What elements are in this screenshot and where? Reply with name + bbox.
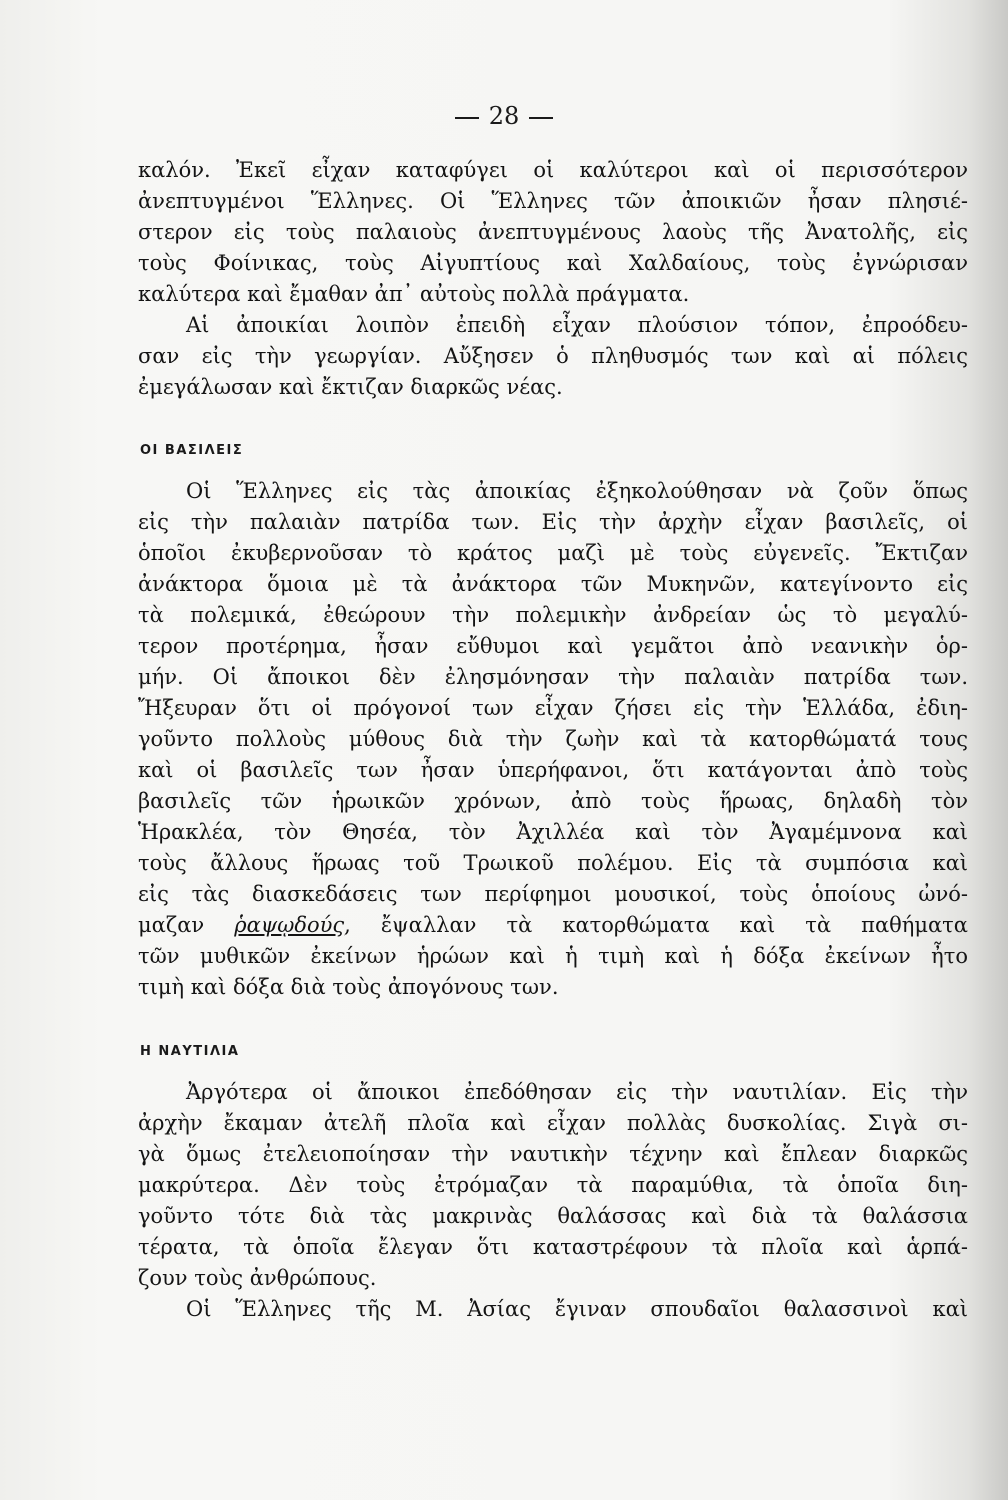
text-fragment: , ἔψαλλαν τὰ κατορθώματα καὶ τὰ παθήματα — [344, 913, 968, 937]
section-heading-navigation: Η ΝΑΥΤΙΛΙΑ — [140, 1044, 240, 1059]
text-line: τὰ πολεμικά, ἐθεώρουν τὴν πολεμικὴν ἀνδρείαν ὡς τὸ μεγαλύ- — [138, 603, 968, 627]
text-line: γὰ ὅμως ἐτελειοποίησαν τὴν ναυτικὴν τέχνην καὶ ἔπλεαν διαρκῶς — [138, 1142, 968, 1166]
text-line — [138, 910, 968, 941]
text-line: ἀνάκτορα ὅμοια μὲ τὰ ἀνάκτορα τῶν Μυκηνῶν, κατεγίνοντο εἰς — [138, 572, 968, 596]
text-fragment: μαζαν — [138, 913, 205, 937]
text-line: Αἱ ἀποικίαι λοιπὸν ἐπειδὴ εἶχαν πλούσιον τόπον, ἐπροόδευ- — [186, 313, 968, 337]
text-line: σαν εἰς τὴν γεωργίαν. Αὔξησεν ὁ πληθυσμός των καὶ αἱ πόλεις — [138, 344, 968, 368]
page-number-value: 28 — [488, 102, 520, 130]
text-line: Οἱ Ἕλληνες εἰς τὰς ἀποικίας ἐξηκολούθησαν νὰ ζοῦν ὅπως — [186, 479, 968, 503]
text-line: ἀρχὴν ἔκαμαν ἀτελῆ πλοῖα καὶ εἶχαν πολλὰς δυσκολίας. Σιγὰ σι- — [138, 1111, 968, 1135]
text-line: ἀνεπτυγμένοι Ἕλληνες. Οἱ Ἕλληνες τῶν ἀποικιῶν ἦσαν πλησιέ- — [138, 189, 968, 213]
text-line: βασιλεῖς τῶν ἡρωικῶν χρόνων, ἀπὸ τοὺς ἥρωας, δηλαδὴ τὸν — [138, 789, 968, 813]
text-line: τερον προτέρημα, ἦσαν εὔθυμοι καὶ γεμᾶτοι ἀπὸ νεανικὴν ὁρ- — [138, 634, 968, 658]
paragraph-block-2 — [138, 476, 968, 1003]
text-line: ἐμεγάλωσαν καὶ ἔκτιζαν διαρκῶς νέας. — [138, 375, 563, 399]
section-heading-kings: ΟΙ ΒΑΣΙΛΕΙΣ — [140, 443, 244, 458]
text-line: τοὺς ἄλλους ἥρωας τοῦ Τρωικοῦ πολέμου. Εἰς τὰ συμπόσια καὶ — [138, 851, 968, 875]
paragraph-block-3 — [138, 1077, 968, 1325]
text-line: τιμὴ καὶ δόξα διὰ τοὺς ἀπογόνους των. — [138, 975, 559, 999]
page-number — [0, 102, 1008, 130]
left-dash — [455, 117, 479, 119]
text-line: τῶν μυθικῶν ἐκείνων ἡρώων καὶ ἡ τιμὴ καὶ ἡ δόξα ἐκείνων ἦτο — [138, 944, 968, 968]
text-line: Οἱ Ἕλληνες τῆς Μ. Ἀσίας ἔγιναν σπουδαῖοι θαλασσινοὶ καὶ — [186, 1297, 968, 1321]
text-line: γοῦντο πολλοὺς μύθους διὰ τὴν ζωὴν καὶ τὰ κατορθώματά τους — [138, 727, 968, 751]
text-line: Ἀργότερα οἱ ἄποικοι ἐπεδόθησαν εἰς τὴν ναυτιλίαν. Εἰς τὴν — [186, 1080, 968, 1104]
text-line: εἰς τὴν παλαιὰν πατρίδα των. Εἰς τὴν ἀρχὴν εἶχαν βασιλεῖς, οἱ — [138, 510, 968, 534]
text-line: τοὺς Φοίνικας, τοὺς Αἰγυπτίους καὶ Χαλδαίους, τοὺς ἐγνώρισαν — [138, 251, 968, 275]
text-line: μήν. Οἱ ἄποικοι δὲν ἐλησμόνησαν τὴν παλαιὰν πατρίδα των. — [138, 665, 968, 689]
text-line: ὁποῖοι ἐκυβερνοῦσαν τὸ κράτος μαζὶ μὲ τοὺς εὐγενεῖς. Ἔκτιζαν — [138, 541, 968, 565]
text-line: εἰς τὰς διασκεδάσεις των περίφημοι μουσικοί, τοὺς ὁποίους ὠνό- — [138, 882, 968, 906]
text-line: στερον εἰς τοὺς παλαιοὺς ἀνεπτυγμένους λαοὺς τῆς Ἀνατολῆς, εἰς — [138, 220, 968, 244]
text-line: Ἡρακλέα, τὸν Θησέα, τὸν Ἀχιλλέα καὶ τὸν Ἀγαμέμνονα καὶ — [138, 820, 968, 844]
text-line: καλύτερα καὶ ἔμαθαν ἀπ᾿ αὐτοὺς πολλὰ πράγματα. — [138, 282, 690, 306]
text-line: τέρατα, τὰ ὁποῖα ἔλεγαν ὅτι καταστρέφουν τὰ πλοῖα καὶ ἁρπά- — [138, 1235, 968, 1259]
text-line: καλόν. Ἐκεῖ εἶχαν καταφύγει οἱ καλύτεροι καὶ οἱ περισσότερον — [138, 158, 968, 182]
right-dash — [529, 117, 553, 119]
paragraph-block-1 — [138, 155, 968, 403]
text-line: ζουν τοὺς ἀνθρώπους. — [138, 1266, 377, 1290]
text-line: καὶ οἱ βασιλεῖς των ἦσαν ὑπερήφανοι, ὅτι κατάγονται ἀπὸ τοὺς — [138, 758, 968, 782]
emphasized-term-rhapsodes: ῥαψῳδούς — [234, 913, 345, 937]
text-line: γοῦντο τότε διὰ τὰς μακρινὰς θαλάσσας καὶ διὰ τὰ θαλάσσια — [138, 1204, 968, 1228]
text-line: μακρύτερα. Δὲν τοὺς ἐτρόμαζαν τὰ παραμύθια, τὰ ὁποῖα διη- — [138, 1173, 968, 1197]
text-line: Ἤξευραν ὅτι οἱ πρόγονοί των εἶχαν ζήσει εἰς τὴν Ἑλλάδα, ἐδιη- — [138, 696, 968, 720]
